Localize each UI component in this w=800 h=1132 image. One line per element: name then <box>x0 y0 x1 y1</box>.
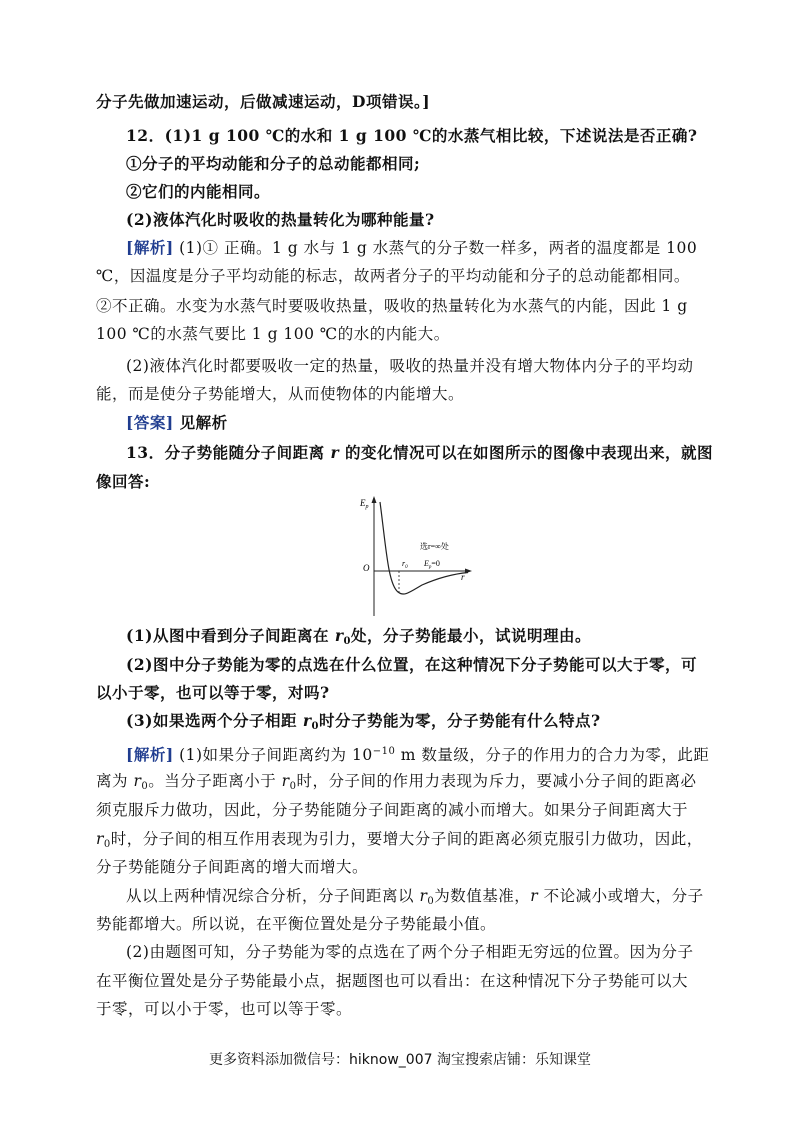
text-line <box>96 800 688 820</box>
graph-note-line-1: 选r=∞处 <box>420 542 449 551</box>
text: 。当分子距离小于 <box>148 772 282 790</box>
question-13-part-1 <box>126 626 591 652</box>
text-line <box>96 296 688 316</box>
text: ℃，因温度是分子平均动能的标志，故两者分子的平均动能和分子的总动能都相同。 <box>96 267 690 285</box>
var-r: r <box>133 772 142 790</box>
text-line <box>96 914 496 934</box>
answer-12 <box>126 413 228 433</box>
text: (3)如果选两个分子相距 <box>126 711 303 730</box>
y-axis-label: $E_p$ <box>360 498 369 510</box>
text: (2)液体汽化时都要吸收一定的热量，吸收的热量并没有增大物体内分子的平均动 <box>126 357 694 375</box>
text: 时分子势能为零，分子势能有什么特点? <box>319 711 601 730</box>
analysis-tag: [解析] <box>126 238 174 257</box>
analysis-tag: [解析] <box>126 745 174 764</box>
superscript: −10 <box>372 746 396 757</box>
subscript: 0 <box>141 781 149 792</box>
text: (2)图中分子势能为零的点选在什么位置，在这种情况下分子势能可以大于零，可 <box>126 655 697 674</box>
origin-label: O <box>363 563 370 573</box>
text-line <box>96 771 696 797</box>
text-line <box>96 971 688 991</box>
var-r: r <box>530 887 539 905</box>
text-line <box>96 472 150 492</box>
text: 时，分子间的作用力表现为斥力，要减小分子间的距离必 <box>296 772 697 790</box>
text: 能，而是使分子势能增大，从而使物体的内能增大。 <box>96 385 465 403</box>
question-12-part-2 <box>126 210 435 230</box>
x-axis-label: r <box>461 572 465 582</box>
answer-tag: [答案] <box>126 413 174 432</box>
text: 从以上两种情况综合分析，分子间距离以 <box>126 887 420 905</box>
statement-1 <box>126 154 420 174</box>
text: 见解析 <box>173 413 228 432</box>
text: 时，分子间的相互作用表现为引力，要增大分子间的距离必须克服引力做功，因此， <box>110 830 703 848</box>
text: (1)从图中看到分子间距离在 <box>126 626 335 645</box>
var-r: r <box>334 626 344 645</box>
var-r: r <box>302 711 312 730</box>
text: 处，分子势能最小，试说明理由。 <box>351 626 592 645</box>
graph-note-line-2: $E_p=0$ <box>424 559 440 570</box>
text: (1)如果分子间距离约为 10 <box>173 746 373 764</box>
text: 在平衡位置处是分子势能最小点，据题图也可以看出：在这种情况下分子势能可以大 <box>96 972 689 990</box>
text: 不论减小或增大，分子 <box>538 887 704 905</box>
text: 为数值基准， <box>434 887 531 905</box>
text-line <box>96 324 450 344</box>
text: 势能都增大。所以说，在平衡位置处是分子势能最小值。 <box>96 915 497 933</box>
text: ①分子的平均动能和分子的总动能都相同; <box>126 154 421 173</box>
text: (1)① 正确。1 g 水与 1 g 水蒸气的分子数一样多，两者的温度都是 100 <box>173 239 698 257</box>
subscript: 0 <box>103 839 111 850</box>
question-13-part-2 <box>126 655 697 675</box>
text-line <box>96 266 690 286</box>
text: ②它们的内能相同。 <box>126 182 271 201</box>
statement-2 <box>126 182 270 202</box>
subscript: 0 <box>427 896 435 907</box>
text: (2)由题图可知，分子势能为零的点选在了两个分子相距无穷远的位置。因为分子 <box>126 943 694 961</box>
text: (2)液体汽化时吸收的热量转化为哪种能量? <box>126 210 435 229</box>
subscript: 0 <box>311 721 319 732</box>
text-line <box>96 92 430 112</box>
text-line <box>96 857 368 877</box>
question-13 <box>126 443 713 463</box>
text: 像回答: <box>96 472 151 491</box>
text: 的变化情况可以在如图所示的图像中表现出来，就图 <box>339 443 714 462</box>
text-line <box>126 942 693 962</box>
text: ②不正确。水变为水蒸气时要吸收热量，吸收的热量转化为水蒸气的内能，因此 1 g <box>96 297 688 315</box>
var-r: r <box>419 887 428 905</box>
text: m 数量级，分子的作用力的合力为零，此距 <box>395 746 710 764</box>
var-r: r <box>281 772 290 790</box>
var-r: r <box>96 830 104 848</box>
text: 100 ℃的水蒸气要比 1 g 100 ℃的水的内能大。 <box>96 325 450 343</box>
question-12 <box>126 126 697 146</box>
text-line <box>96 384 464 404</box>
text: 于零，可以小于零，也可以等于零。 <box>96 1000 353 1018</box>
text-line <box>126 886 704 912</box>
text-line <box>96 829 703 855</box>
subscript: 0 <box>289 781 297 792</box>
text-line <box>126 356 693 376</box>
text: 13．分子势能随分子间距离 <box>126 443 331 462</box>
text: 分子势能随分子间距离的增大而增大。 <box>96 858 369 876</box>
y-axis-arrow <box>372 496 377 503</box>
page-footer: 更多资料添加微信号：hiknow_007 淘宝搜索店铺：乐知课堂 <box>209 1052 591 1068</box>
question-13-part-3 <box>126 711 601 737</box>
potential-energy-graph <box>350 492 480 620</box>
text-line <box>96 999 352 1019</box>
text: 12．(1)1 g 100 ℃的水和 1 g 100 ℃的水蒸气相比较，下述说法是否正确? <box>126 126 698 145</box>
text: 以小于零，也可以等于零，对吗? <box>96 683 330 702</box>
subscript: 0 <box>343 636 351 647</box>
analysis-13 <box>126 742 709 765</box>
analysis-12 <box>126 238 697 258</box>
r0-label: $r_0$ <box>402 559 408 570</box>
text: 分子先做加速运动，后做减速运动，D项错误。] <box>96 92 431 111</box>
text-line <box>96 683 330 703</box>
text: 须克服斥力做功，因此，分子势能随分子间距离的减小而增大。如果分子间距离大于 <box>96 801 689 819</box>
var-r: r <box>330 443 340 462</box>
text: 离为 <box>96 772 134 790</box>
